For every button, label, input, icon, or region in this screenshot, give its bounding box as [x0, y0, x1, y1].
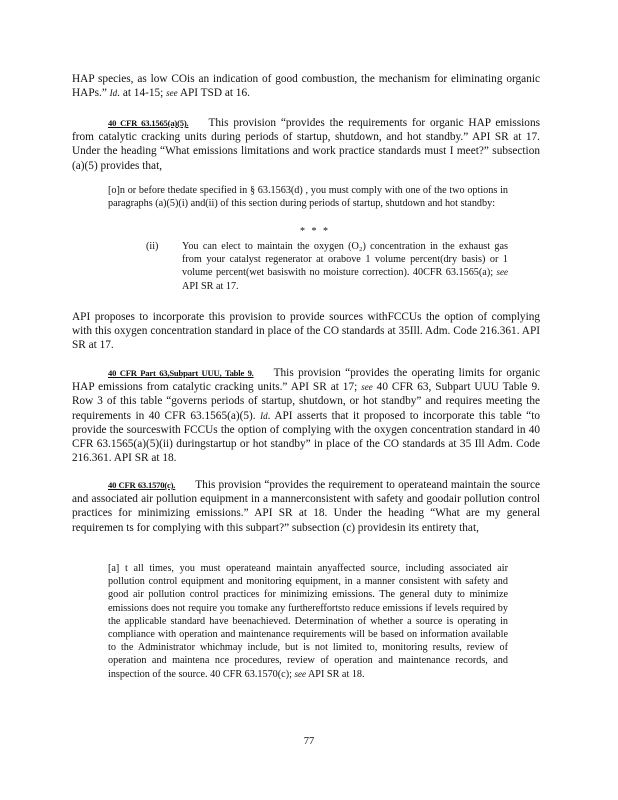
paragraph-text: 40 CFR 63, Subpart UUU Table 9. Row 3 of this table “governs periods of startup, shutdown, or hot standby” and requires meeting the requirements in 40 CFR 63.1565(a)(5). — [72, 381, 540, 422]
paragraph-text: This provision “provides the operating limits for organic HAP emissions from catalytic cracking units.” API SR at 17; — [72, 367, 541, 394]
paragraph-hap-species — [72, 72, 540, 100]
see-signal: see — [361, 382, 373, 393]
section-heading: 40 CFR Part 63,Subpart UUU, Table 9. — [108, 368, 254, 378]
paragraph-table-9 — [72, 366, 540, 465]
see-signal: see — [294, 668, 306, 679]
citation-ref: API TSD at 16. — [177, 87, 250, 100]
quote-text: [a] t all times, you must operateand maintain anyaffected source, including associated air pollution control equipment and monitoring equipment, in a manner consistent with safety and good air pollution control practices for minimizing emissions. The general duty to minimize emissions does not require you tomake any furthereffortsto reduce emissions if levels required by the applicable standard have beenachieved. Determination of whether a source is operating in compliance with operation and maintenance requirements will be based on information available to the Administrator whichmay include, but is not limited to, monitoring results, review of operation and maintena nce procedures, review of operation and maintenance records, and inspection of the source. 40 CFR 63.1570(c); — [108, 563, 508, 680]
paragraph-api-proposes — [72, 310, 540, 353]
citation-ref: API SR at 17. — [182, 280, 239, 292]
paragraph-text: . API asserts that it proposed to incorporate this table “to provide the sourceswith FCCUs the option of complying with the oxygen concentration standard in 40 CFR 63.1565(a)(5)(ii) duringstartup or hot standby” in place of the CO standards at 35 Ill Adm. Code 216.361. API SR at 18. — [72, 409, 540, 465]
paragraph-text: API proposes to incorporate this provision to provide sources withFCCUs the option of complying with this oxygen concentration standard in place of the CO standards at 35Ill. Adm. Code 216.361. API SR at 17. — [72, 311, 540, 352]
quote-subitem-ii — [146, 240, 508, 293]
paragraph-text: This provision “provides the requirements for organic HAP emissions from catalytic cracking units during periods of startup, shutdown, and hot standby.” API SR at 17. Under the heading “What emissions limitations and work practice standards must I meet?” subsection (a)(5) provides that, — [72, 117, 540, 172]
block-quote-general-duty — [108, 562, 508, 681]
section-heading: 40 CFR 63.1565(a)(5). — [108, 118, 189, 128]
block-quote-startup — [108, 184, 508, 210]
paragraph-63-1570 — [72, 478, 540, 535]
paragraph-63-1565 — [72, 116, 540, 173]
citation-ref: API SR at 18. — [305, 668, 365, 680]
ellipsis-stars: * * * — [300, 226, 330, 237]
paragraph-text: HAP species, as low COis an indication of good combustion, the mechanism for eliminating organic HAPs.” — [72, 73, 540, 100]
subitem-number: (ii) — [146, 241, 159, 252]
page-number: 77 — [303, 736, 315, 747]
id-citation: Id — [109, 88, 118, 99]
id-citation: Id — [260, 410, 268, 421]
citation-text: . at 14-15; — [117, 87, 167, 100]
paragraph-text: This provision “provides the requirement to operateand maintain the source and associated air pollution equipment in a mannerconsistent with safety and goodair pollution control practices for minimizing emissions.” API SR at 18. Under the heading “What are my general requiremen ts for complying with this subpart?” subsection (c) providesin its entirety that, — [72, 479, 540, 534]
see-signal: see — [166, 88, 178, 99]
section-heading: 40 CFR 63.1570(c). — [108, 480, 176, 490]
quote-text: [o]n or before thedate specified in § 63.1563(d) , you must comply with one of the two options in paragraphs (a)(5)(i) and(ii) of this section during periods of startup, shutdown and hot standby: — [108, 185, 508, 210]
see-signal: see — [496, 267, 508, 278]
subitem-text: You can elect to maintain the oxygen (O₂) concentration in the exhaust gas from your catalyst regenerator at orabove 1 volume percent(dry basis) or 1 volume percent(wet basiswith no moisture correction). 40CFR 63.1565(a); — [182, 241, 508, 279]
subitem-body — [182, 240, 508, 293]
